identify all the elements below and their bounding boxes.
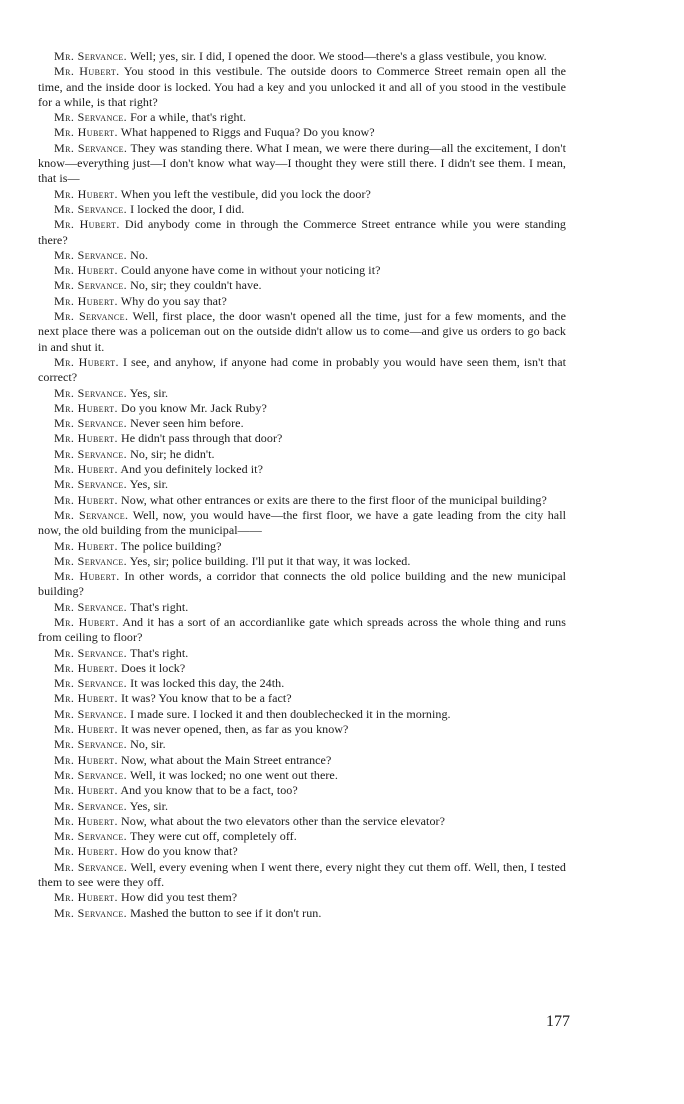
speaker-name: Mr. Hubert.	[54, 400, 118, 415]
dialogue-paragraph	[38, 202, 566, 217]
dialogue-paragraph	[38, 569, 566, 600]
dialogue-text: For a while, that's right.	[130, 110, 247, 125]
speaker-name: Mr. Hubert.	[54, 691, 118, 706]
dialogue-paragraph	[38, 860, 566, 891]
dialogue-text: Well; yes, sir. I did, I opened the door. We stood—there's a glass vestibule, you know.	[129, 49, 547, 63]
dialogue-text: I made sure. I locked it and then doublechecked it in the morning.	[130, 706, 451, 721]
speaker-name: Mr. Servance.	[54, 201, 128, 216]
speaker-name: Mr. Servance.	[54, 553, 128, 568]
dialogue-paragraph	[38, 416, 566, 431]
dialogue-text: Do you know Mr. Jack Ruby?	[121, 400, 267, 415]
dialogue-text: Never seen him before.	[130, 416, 244, 431]
dialogue-paragraph	[38, 661, 566, 676]
dialogue-text: No.	[130, 247, 149, 262]
dialogue-paragraph	[38, 263, 566, 278]
dialogue-paragraph	[38, 722, 566, 737]
dialogue-text: Mashed the button to see if it don't run.	[130, 905, 322, 920]
dialogue-text: What happened to Riggs and Fuqua? Do you know?	[120, 125, 375, 140]
speaker-name: Mr. Servance.	[54, 905, 128, 920]
dialogue-paragraph	[38, 217, 566, 248]
speaker-name: Mr. Servance.	[54, 737, 128, 752]
speaker-name: Mr. Hubert.	[54, 293, 118, 308]
speaker-name: Mr. Servance.	[54, 859, 128, 874]
speaker-name: Mr. Servance.	[54, 247, 128, 262]
speaker-name: Mr. Hubert.	[54, 431, 118, 446]
dialogue-text: It was never opened, then, as far as you know?	[121, 722, 349, 737]
speaker-name: Mr. Servance.	[54, 798, 128, 813]
dialogue-text: How do you know that?	[121, 844, 238, 859]
dialogue-paragraph	[38, 110, 566, 125]
dialogue-paragraph	[38, 278, 566, 293]
dialogue-text: In other words, a corridor that connects the old police building and the new municipal building?	[38, 569, 566, 599]
dialogue-paragraph	[38, 401, 566, 416]
page-number: 177	[546, 1013, 570, 1030]
dialogue-paragraph	[38, 539, 566, 554]
dialogue-paragraph	[38, 890, 566, 905]
speaker-name: Mr. Hubert.	[54, 569, 120, 584]
dialogue-text: No, sir; they couldn't have.	[130, 278, 262, 293]
speaker-name: Mr. Hubert.	[54, 752, 118, 767]
speaker-name: Mr. Servance.	[54, 645, 128, 660]
speaker-name: Mr. Servance.	[54, 599, 128, 614]
speaker-name: Mr. Hubert.	[54, 813, 118, 828]
dialogue-text: And you definitely locked it?	[120, 462, 263, 477]
dialogue-text: Why do you say that?	[120, 293, 227, 308]
speaker-name: Mr. Hubert.	[54, 125, 118, 140]
dialogue-text: Well, now, you would have—the first floor, we have a gate leading from the city hall now, the old building from the municipal——	[38, 507, 566, 538]
dialogue-paragraph	[38, 783, 566, 798]
speaker-name: Mr. Servance.	[54, 110, 128, 125]
dialogue-paragraph	[38, 477, 566, 492]
dialogue-paragraph	[38, 600, 566, 615]
dialogue-text: Well, first place, the door wasn't opened all the time, just for a few moments, and the next place there was a policeman out on the outside didn't allow us to come—and give us orders to go back in and shut it.	[38, 309, 566, 354]
dialogue-paragraph	[38, 554, 566, 569]
dialogue-text: Well, it was locked; no one went out there.	[129, 767, 338, 782]
speaker-name: Mr. Servance.	[54, 829, 128, 844]
speaker-name: Mr. Hubert.	[54, 660, 118, 675]
dialogue-text: How did you test them?	[121, 890, 238, 905]
speaker-name: Mr. Hubert.	[54, 462, 118, 477]
dialogue-text: He didn't pass through that door?	[121, 431, 283, 446]
dialogue-paragraph	[38, 125, 566, 140]
dialogue-text: Yes, sir.	[129, 477, 169, 492]
dialogue-text: It was locked this day, the 24th.	[130, 676, 285, 691]
speaker-name: Mr. Servance.	[54, 278, 128, 293]
speaker-name: Mr. Servance.	[54, 676, 128, 691]
dialogue-text: No, sir.	[130, 737, 166, 752]
speaker-name: Mr. Servance.	[54, 309, 129, 324]
dialogue-paragraph	[38, 431, 566, 446]
speaker-name: Mr. Servance.	[54, 507, 129, 522]
dialogue-paragraph	[38, 676, 566, 691]
dialogue-paragraph	[38, 753, 566, 768]
dialogue-paragraph	[38, 646, 566, 661]
dialogue-text: Well, every evening when I went there, every night they cut them off. Well, then, I tested them to see were they off.	[38, 859, 566, 890]
dialogue-text: You stood in this vestibule. The outside doors to Commerce Street remain open all the time, and the inside door is locked. You had a key and you unlocked it and all of you stood in the vestibule for a while, is that right?	[38, 64, 566, 109]
dialogue-paragraph	[38, 814, 566, 829]
speaker-name: Mr. Servance.	[54, 767, 128, 782]
dialogue-text: Yes, sir; police building. I'll put it that way, it was locked.	[129, 553, 411, 568]
speaker-name: Mr. Hubert.	[54, 844, 118, 859]
dialogue-paragraph	[38, 799, 566, 814]
dialogue-paragraph	[38, 64, 566, 110]
dialogue-paragraph	[38, 829, 566, 844]
speaker-name: Mr. Servance.	[54, 416, 128, 431]
dialogue-text: I see, and anyhow, if anyone had come in probably you would have seen them, isn't that correct?	[38, 354, 566, 385]
dialogue-paragraph	[38, 386, 566, 401]
dialogue-text: No, sir; he didn't.	[130, 446, 215, 461]
dialogue-paragraph	[38, 615, 566, 646]
dialogue-text: And you know that to be a fact, too?	[120, 783, 298, 798]
speaker-name: Mr. Hubert.	[54, 614, 119, 629]
dialogue-paragraph	[38, 462, 566, 477]
dialogue-text: It was? You know that to be a fact?	[121, 691, 292, 706]
dialogue-paragraph	[38, 355, 566, 386]
speaker-name: Mr. Servance.	[54, 706, 128, 721]
dialogue-paragraph	[38, 707, 566, 722]
speaker-name: Mr. Hubert.	[54, 354, 119, 369]
dialogue-text: Now, what about the Main Street entrance?	[121, 752, 332, 767]
dialogue-paragraph	[38, 141, 566, 187]
dialogue-paragraph	[38, 447, 566, 462]
dialogue-text: Could anyone have come in without your noticing it?	[121, 263, 381, 278]
dialogue-text: That's right.	[129, 645, 189, 660]
dialogue-paragraph	[38, 493, 566, 508]
speaker-name: Mr. Servance.	[54, 385, 128, 400]
dialogue-text: When you left the vestibule, did you lock the door?	[120, 186, 371, 201]
dialogue-text: They were cut off, completely off.	[129, 829, 297, 844]
speaker-name: Mr. Servance.	[54, 477, 128, 492]
dialogue-paragraph	[38, 691, 566, 706]
dialogue-text: Yes, sir.	[129, 385, 169, 400]
dialogue-text: Now, what other entrances or exits are there to the first floor of the municipal building?	[121, 492, 547, 507]
speaker-name: Mr. Servance.	[54, 446, 128, 461]
dialogue-paragraph	[38, 737, 566, 752]
dialogue-paragraph	[38, 768, 566, 783]
speaker-name: Mr. Hubert.	[54, 538, 118, 553]
dialogue-paragraph	[38, 508, 566, 539]
speaker-name: Mr. Hubert.	[54, 186, 118, 201]
speaker-name: Mr. Hubert.	[54, 263, 118, 278]
speaker-name: Mr. Hubert.	[54, 890, 118, 905]
dialogue-paragraph	[38, 844, 566, 859]
dialogue-text: Yes, sir.	[129, 798, 169, 813]
dialogue-paragraph	[38, 294, 566, 309]
dialogue-paragraph	[38, 248, 566, 263]
transcript-body	[38, 49, 566, 921]
dialogue-text: Now, what about the two elevators other than the service elevator?	[121, 813, 445, 828]
dialogue-paragraph	[38, 187, 566, 202]
dialogue-paragraph	[38, 906, 566, 921]
dialogue-text: That's right.	[129, 599, 189, 614]
speaker-name: Mr. Hubert.	[54, 783, 118, 798]
dialogue-text: Does it lock?	[121, 660, 186, 675]
dialogue-paragraph	[38, 49, 566, 64]
dialogue-text: Did anybody come in through the Commerce Street entrance while you were standing there?	[38, 217, 566, 247]
speaker-name: Mr. Servance.	[54, 140, 128, 155]
speaker-name: Mr. Hubert.	[54, 722, 118, 737]
dialogue-paragraph	[38, 309, 566, 355]
speaker-name: Mr. Hubert.	[54, 217, 120, 232]
dialogue-text: I locked the door, I did.	[130, 201, 245, 216]
dialogue-text: The police building?	[120, 538, 222, 553]
speaker-name: Mr. Hubert.	[54, 64, 120, 79]
speaker-name: Mr. Servance.	[54, 49, 128, 63]
dialogue-text: And it has a sort of an accordianlike gate which spreads across the whole thing and runs from ceiling to floor?	[38, 614, 566, 645]
dialogue-text: They was standing there. What I mean, we were there during—all the excitement, I don't know—everything just—I don't know what way—I thought they were still there. I didn't see them. I mean, that is—	[38, 140, 566, 186]
speaker-name: Mr. Hubert.	[54, 492, 118, 507]
